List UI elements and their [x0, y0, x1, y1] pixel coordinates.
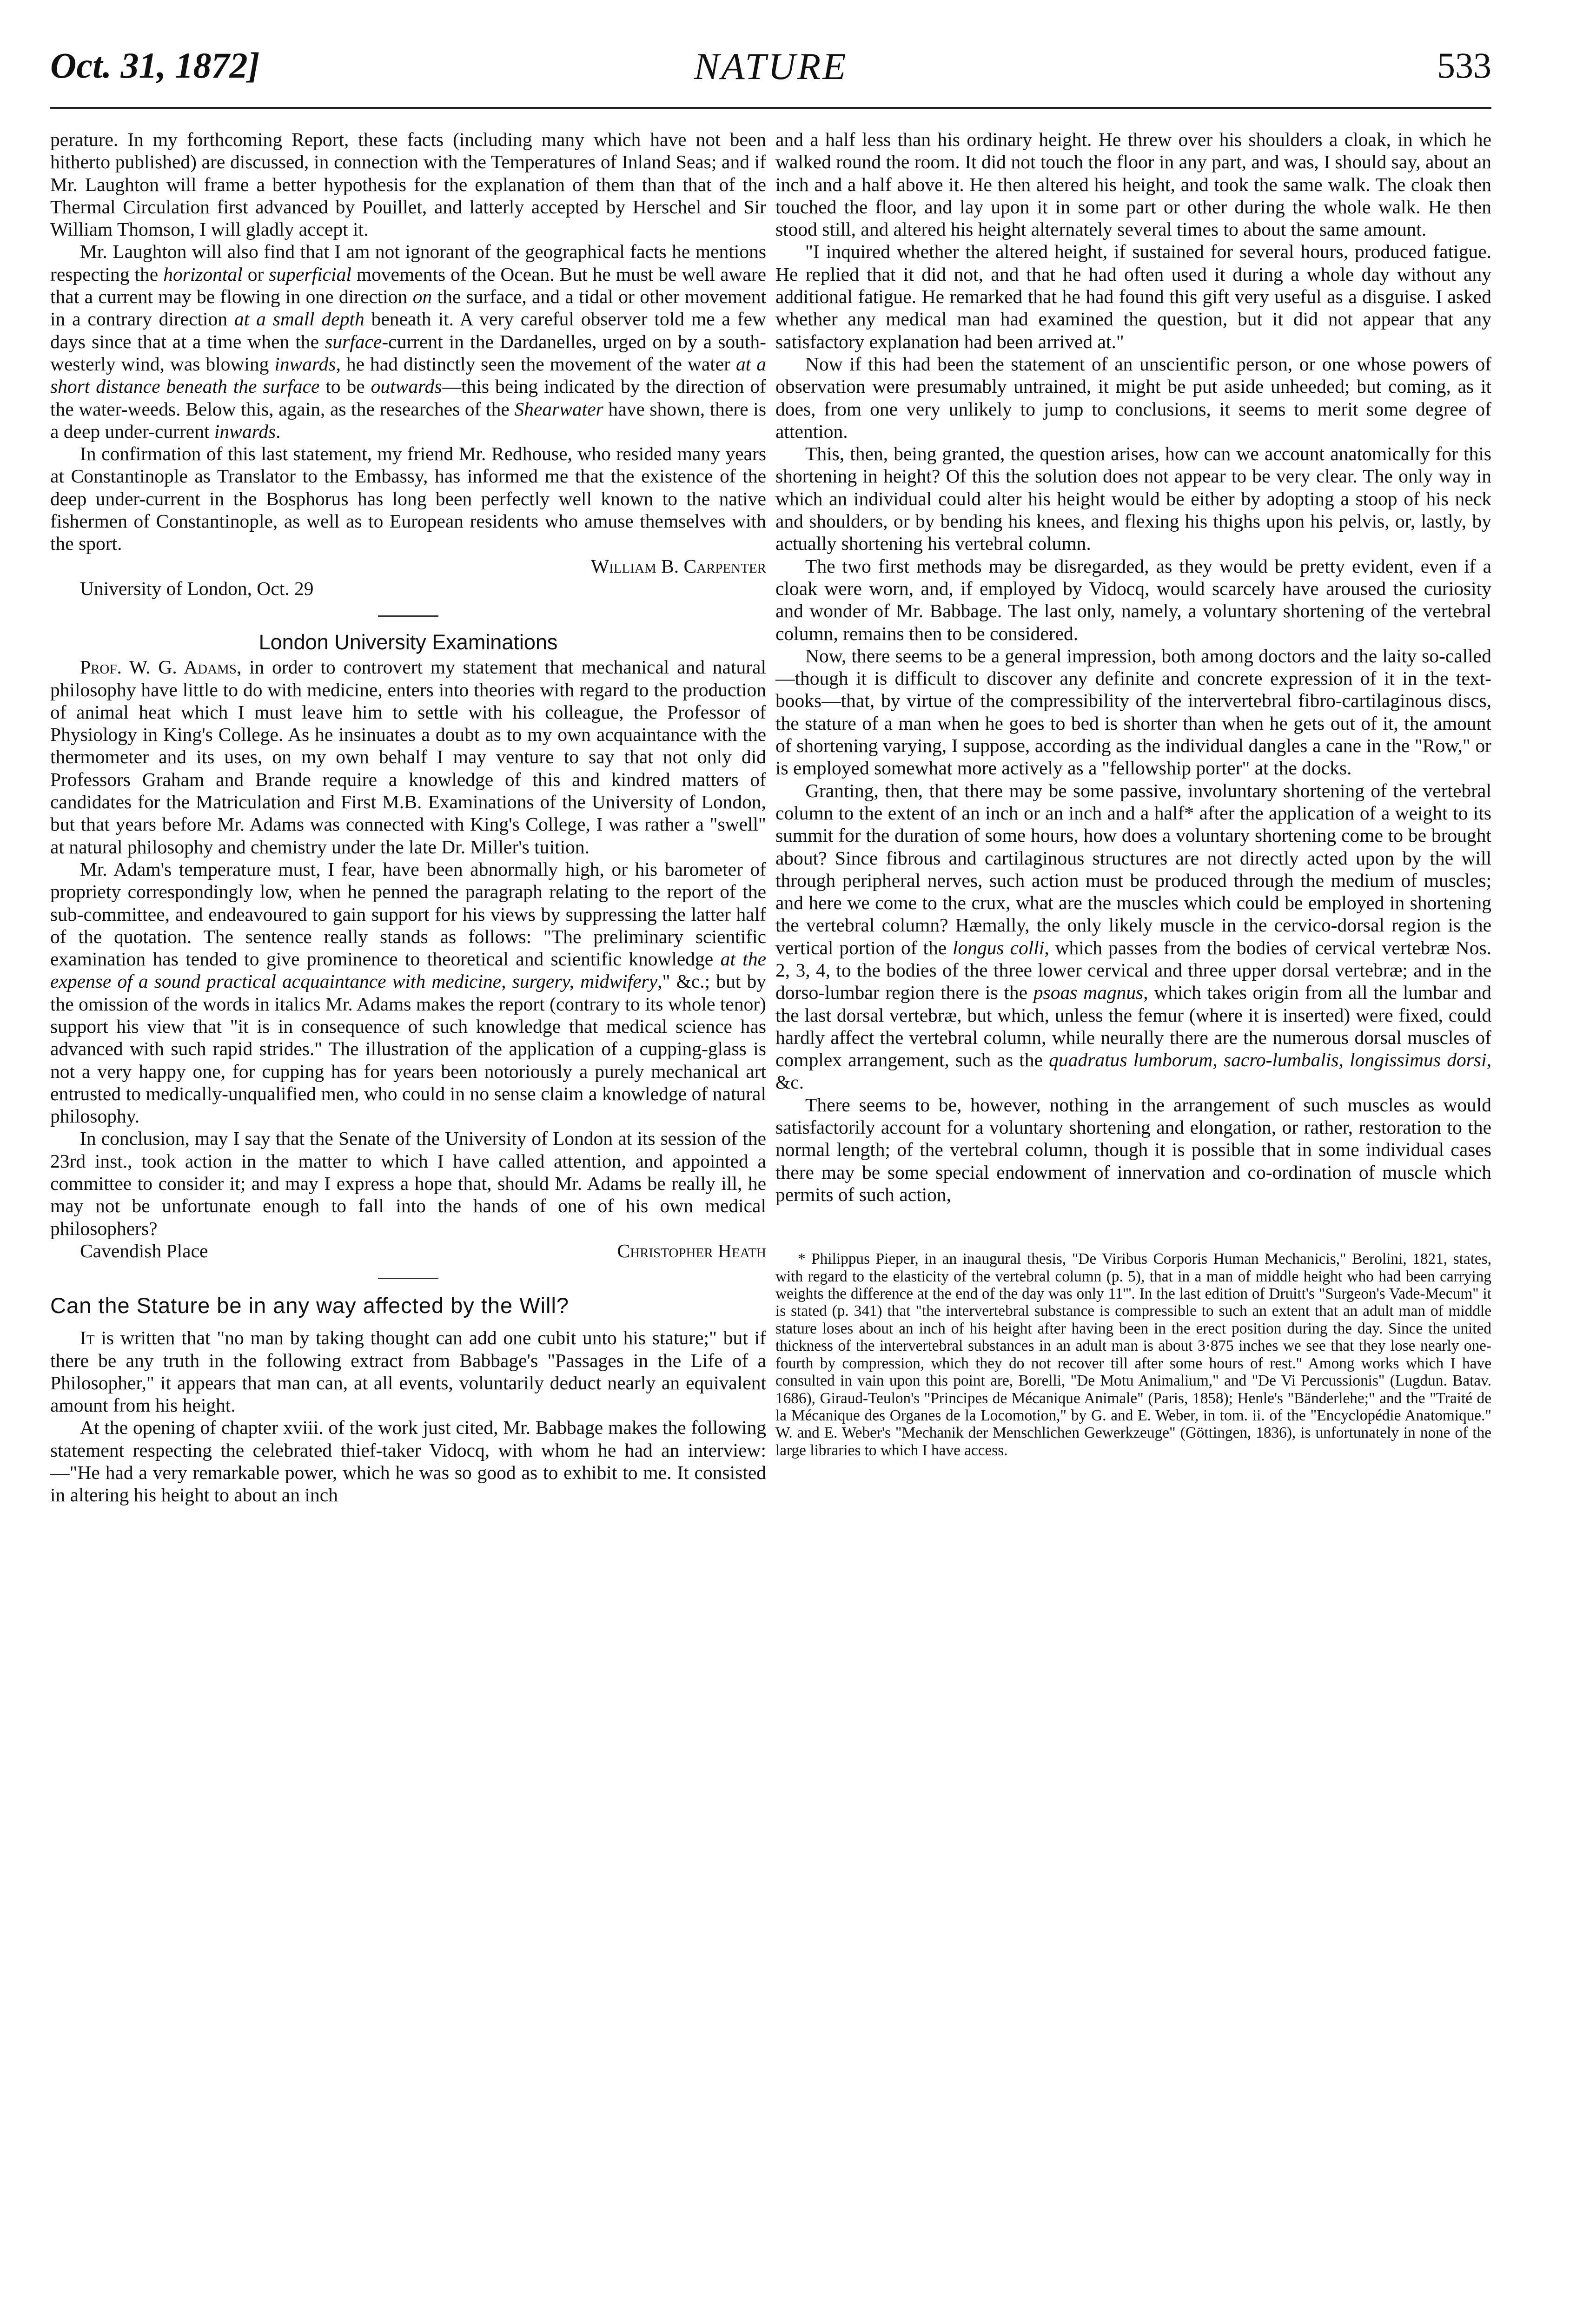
- paragraph: Prof. W. G. Adams, in order to controvert my statement that mechanical and natural philosophy have little to do with medicine, enters into theories with regard to the production of animal heat which I must leave him to settle with his colleague, the Professor of Physiology in King's College. As he insinuates a doubt as to my own acquaintance with the thermometer and its uses, on my own behalf I may venture to say that not only did Professors Graham and Brande require a knowledge of this and kindred matters of candidates for the Matriculation and First M.B. Examinations of the University of London, but that years before Mr. Adams was connected with King's College, I was rather a "swell" at natural philosophy and chemistry under the late Dr. Miller's tuition.: [50, 656, 766, 858]
- dateline: Cavendish Place: [80, 1240, 208, 1261]
- issue-date: Oct. 31, 1872]: [50, 45, 260, 86]
- journal-title: NATURE: [694, 45, 848, 87]
- page-header: [50, 45, 1491, 100]
- signature: William B. Carpenter: [591, 555, 766, 577]
- signature: Christopher Heath: [617, 1240, 766, 1261]
- paragraph: The two first methods may be disregarded, as they would be pretty evident, even if a cloak were worn, and, if employed by Vidocq, would scarcely have aroused the curiosity and wonder of Mr. Babbage. The last only, namely, a voluntary shortening of the vertebral column, remains then to be considered.: [775, 555, 1491, 644]
- paragraph: Now, there seems to be a general impression, both among doctors and the laity so-called—though it is difficult to discover any definite and concrete expression of it in the text-books—that, by virtue of the compressibility of the intervertebral fibro-cartilaginous discs, the stature of a man when he goes to bed is shorter than when he gets out of it, the amount of shortening varying, I suppose, according as the individual dangles a cane in the "Row," or is employed somewhat more actively as a "fellowship porter" at the docks.: [775, 645, 1491, 779]
- paragraph: perature. In my forthcoming Report, these facts (including many which have not been hitherto published) are discussed, in connection with the Temperatures of Inland Seas; and if Mr. Laughton will frame a better hypothesis for the explanation of them than that of the Thermal Circulation first advanced by Pouillet, and latterly accepted by Herschel and Sir William Thomson, I will gladly accept it.: [50, 129, 766, 240]
- header-rule: [50, 107, 1491, 109]
- page-number: 533: [1437, 45, 1491, 86]
- paragraph: Mr. Adam's temperature must, I fear, have been abnormally high, or his barometer of propriety correspondingly low, when he penned the paragraph relating to the report of the sub-committee, and endeavoured to gain support for his views by suppressing the latter half of the quotation. The sentence really stands as follows: "The preliminary scientific examination has tended to give prominence to theoretical and scientific knowledge at the expense of a sound practical acquaintance with medicine, surgery, midwifery," &c.; but by the omission of the words in italics Mr. Adams makes the report (contrary to its whole tenor) support his view that "it is in consequence of such knowledge that medical science has advanced with such rapid strides." The illustration of the application of a cupping-glass is not a very happy one, for cupping has for years been notoriously a purely mechanical art entrusted to medically-unqualified men, who could in no sense claim a knowledge of natural philosophy.: [50, 858, 766, 1127]
- paragraph: Mr. Laughton will also find that I am not ignorant of the geographical facts he mentions respecting the horizontal or superficial movements of the Ocean. But he must be well aware that a current may be flowing in one direction on the surface, and a tidal or other movement in a contrary direction at a small depth beneath it. A very careful observer told me a few days since that at a time when the surface-current in the Dardanelles, urged on by a south-westerly wind, was blowing inwards, he had distinctly seen the movement of the water at a short distance beneath the surface to be outwards—this being indicated by the direction of the water-weeds. Below this, again, as the researches of the Shearwater have shown, there is a deep under-current inwards.: [50, 241, 767, 442]
- paragraph: Now if this had been the statement of an unscientific person, or one whose powers of observation were presumably untrained, it might be put aside unheeded; but coming, as it does, from one very unlikely to jump to conclusions, it seems to merit some degree of attention.: [775, 353, 1491, 442]
- paragraph: This, then, being granted, the question arises, how can we account anatomically for this shortening in height? Of this the solution does not appear to be very clear. The only way in which an individual could alter his height would be either by adopting a stoop of his neck and shoulders, or by bending his knees, and flexing his thighs upon his pelvis, or, lastly, by actually shortening his vertebral column.: [775, 443, 1491, 555]
- paragraph: In conclusion, may I say that the Senate of the University of London at its session of the 23rd inst., took action in the matter to which I have called attention, and appointed a committee to consider it; and may I express a hope that, should Mr. Adams be really ill, he may not be unfortunate enough to fall into the hands of one of his own medical philosophers?: [50, 1128, 766, 1239]
- section-divider: [378, 1278, 438, 1279]
- paragraph: and a half less than his ordinary height. He threw over his shoulders a cloak, in which he walked round the room. It did not touch the floor in any part, and was, I should say, about an inch and a half above it. He then altered his height, and took the same walk. The cloak then touched the floor, and lay upon it in some part or other during the whole walk. He then stood still, and altered his height alternately several times to about the same amount.: [775, 129, 1491, 240]
- article-title: London University Examinations: [258, 630, 558, 654]
- article-title: Can the Stature be in any way affected by the Will?: [50, 1293, 570, 1318]
- paragraph: At the opening of chapter xviii. of the work just cited, Mr. Babbage makes the following statement respecting the celebrated thief-taker Vidocq, with whom he had an interview:—"He had a very remarkable power, which he was so good as to exhibit to me. It consisted in altering his height to about an inch: [50, 1417, 766, 1506]
- paragraph: "I inquired whether the altered height, if sustained for several hours, produced fatigue. He replied that it did not, and that he had often used it during a whole day without any additional fatigue. He remarked that he had found this gift very useful as a disguise. I asked whether any medical man had examined the question, but it did not appear that any satisfactory explanation had been arrived at.": [775, 241, 1491, 352]
- signature-line: [80, 1240, 766, 1262]
- paragraph: In confirmation of this last statement, my friend Mr. Redhouse, who resided many years at Constantinople as Translator to the Embassy, has informed me that the existence of the deep under-current in the Bosphorus has long been perfectly well known to the native fishermen of Constantinople, as well as to European residents who amuse themselves with the sport.: [50, 443, 766, 555]
- left-column: [50, 128, 766, 1506]
- dateline: University of London, Oct. 29: [80, 577, 314, 599]
- footnotes: [775, 1250, 1491, 1459]
- footnote: * Philippus Pieper, in an inaugural thesis, "De Viribus Corporis Human Mechanicis," Berolini, 1821, states, with regard to the elasticity of the vertebral column (p. 5), that in a man of middle height who had been carrying weights the difference at the end of the day was only 11'''. In the last edition of Druitt's "Surgeon's Vade-Mecum" it is stated (p. 341) that "the intervertebral substance is compressible to such an extent that an adult man of middle stature loses about an inch of his height after having been in the erect position during the day. Since the united thickness of the intervertebral substances in an adult man is about 3·875 inches we see that they lose nearly one-fourth by compression, which they do not recover till after some hours of rest." Among works which I have consulted in vain upon this point are, Borelli, "De Motu Animalium," and "De Vi Percussionis" (Lugdun. Batav. 1686), Giraud-Teulon's "Principes de Mécanique Animale" (Paris, 1858); Henle's "Bänderlehe;" and the "Traité de la Mécanique des Organes de la Locomotion," by G. and E. Weber, in tom. ii. of the "Encyclopédie Anatomique." W. and E. Weber's "Mechanik der Menschlichen Gewerkzeuge" (Göttingen, 1836), is unfortunately in none of the large libraries to which I have access.: [775, 1250, 1491, 1459]
- paragraph: It is written that "no man by taking thought can add one cubit unto his stature;" but if there be any truth in the following extract from Babbage's "Passages in the Life of a Philosopher," it appears that man can, at all events, voluntarily deduct nearly an equivalent amount from his height.: [50, 1327, 766, 1416]
- paragraph: There seems to be, however, nothing in the arrangement of such muscles as would satisfactorily account for a voluntary shortening and elongation, or rather, restoration to the normal length; of the vertebral column, though it is possible that in some individual cases there may be some special endowment of innervation and co-ordination of muscle which permits of such action,: [775, 1094, 1491, 1205]
- right-column: [775, 128, 1491, 1459]
- section-divider: [378, 615, 438, 617]
- paragraph: Granting, then, that there may be some passive, involuntary shortening of the vertebral column to the extent of an inch or an inch and a half* after the application of a weight to its summit for the duration of some hours, how does a voluntary shortening come to be brought about? Since fibrous and cartilaginous structures are not directly acted upon by the will through peripheral nerves, such action must be produced through the medium of muscles; and here we come to the crux, what are the muscles which could be employed in shortening the vertebral column? Hæmally, the only likely muscle in the cervico-dorsal region is the vertical portion of the longus colli, which passes from the bodies of cervical vertebræ Nos. 2, 3, 4, to the bodies of the three lower cervical and three upper dorsal vertebræ; and in the dorso-lumbar region there is the psoas magnus, which takes origin from all the lumbar and the last dorsal vertebræ, but which, unless the femur (where it is inserted) were fixed, could hardly affect the vertebral column, while neurally there are the numerous dorsal muscles of complex arrangement, such as the quadratus lumborum, sacro-lumbalis, longissimus dorsi, &c.: [775, 779, 1491, 1093]
